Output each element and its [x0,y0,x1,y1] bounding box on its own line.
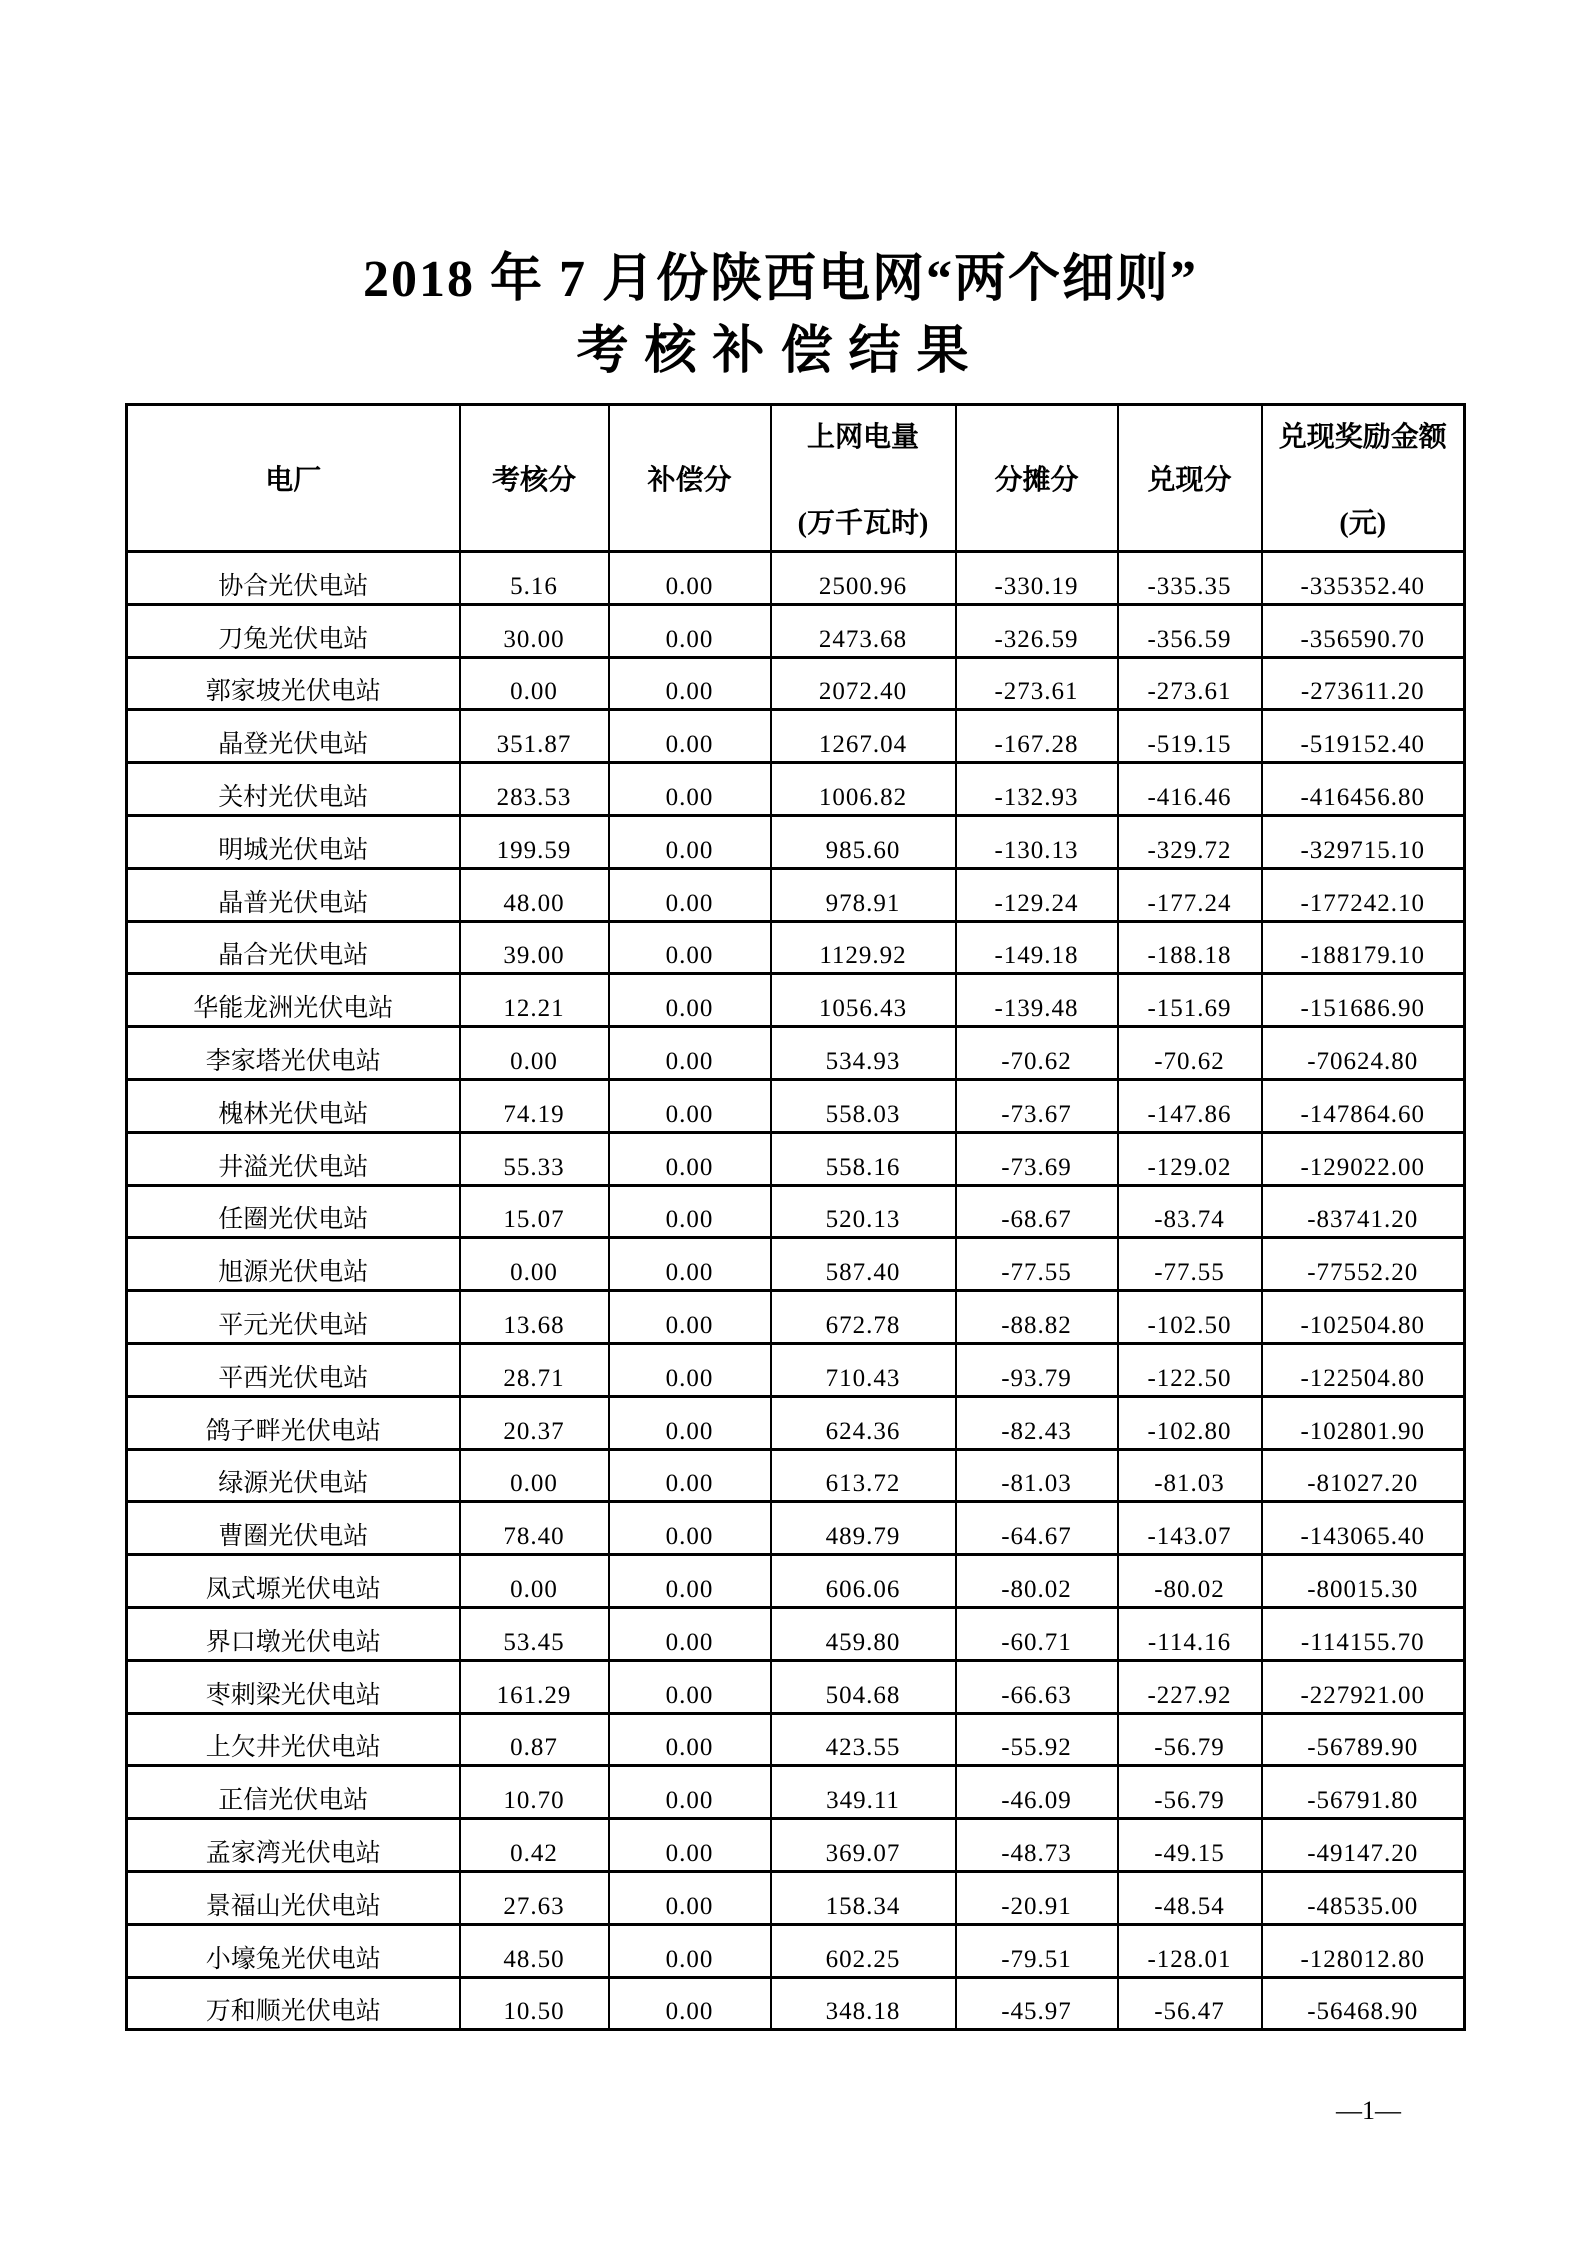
assessment-score-cell: 15.07 [460,1185,609,1238]
plant-name-cell: 绿源光伏电站 [127,1449,460,1502]
plant-name-cell: 景福山光伏电站 [127,1871,460,1924]
realized-score-cell: -102.50 [1118,1291,1262,1344]
apportion-score-cell: -45.97 [956,1977,1118,2030]
compensation-score-cell: 0.00 [609,921,771,974]
compensation-score-cell: 0.00 [609,1291,771,1344]
results-table [125,403,1466,2031]
plant-name-cell: 界口墩光伏电站 [127,1607,460,1660]
assessment-score-cell: 5.16 [460,552,609,605]
compensation-score-cell: 0.00 [609,1343,771,1396]
table-row [127,868,1465,921]
realized-score-cell: -77.55 [1118,1238,1262,1291]
table-row [127,815,1465,868]
grid-energy-cell: 2500.96 [771,552,956,605]
column-header-label: 考核分 [491,465,576,496]
plant-name-cell: 关村光伏电站 [127,763,460,816]
table-row [127,1555,1465,1608]
compensation-score-cell: 0.00 [609,1185,771,1238]
plant-name-cell: 李家塔光伏电站 [127,1027,460,1080]
grid-energy-cell: 349.11 [771,1766,956,1819]
compensation-score-cell: 0.00 [609,1555,771,1608]
assessment-score-cell: 351.87 [460,710,609,763]
page-number: —1— [1336,2096,1401,2125]
plant-name-cell: 槐林光伏电站 [127,1079,460,1132]
reward-amount-cell: -49147.20 [1262,1819,1465,1872]
table-row [127,1396,1465,1449]
reward-amount-cell: -147864.60 [1262,1079,1465,1132]
apportion-score-cell: -68.67 [956,1185,1118,1238]
column-header-reward-amount [1262,405,1465,552]
table-row [127,974,1465,1027]
grid-energy-cell: 504.68 [771,1660,956,1713]
grid-energy-cell: 672.78 [771,1291,956,1344]
apportion-score-cell: -88.82 [956,1291,1118,1344]
compensation-score-cell: 0.00 [609,1502,771,1555]
apportion-score-cell: -326.59 [956,604,1118,657]
assessment-score-cell: 48.00 [460,868,609,921]
column-header-label: 分摊分 [994,465,1079,496]
grid-energy-cell: 158.34 [771,1871,956,1924]
grid-energy-cell: 348.18 [771,1977,956,2030]
apportion-score-cell: -20.91 [956,1871,1118,1924]
column-header-compensation-score [609,405,771,552]
column-header-sublabel: (元) [1339,508,1387,539]
reward-amount-cell: -143065.40 [1262,1502,1465,1555]
reward-amount-cell: -56468.90 [1262,1977,1465,2030]
apportion-score-cell: -73.69 [956,1132,1118,1185]
table-row [127,1766,1465,1819]
plant-name-cell: 晶登光伏电站 [127,710,460,763]
table-row [127,710,1465,763]
realized-score-cell: -356.59 [1118,604,1262,657]
plant-name-cell: 正信光伏电站 [127,1766,460,1819]
realized-score-cell: -147.86 [1118,1079,1262,1132]
grid-energy-cell: 1129.92 [771,921,956,974]
realized-score-cell: -143.07 [1118,1502,1262,1555]
column-header-grid-energy [771,405,956,552]
column-header-label: 上网电量 [806,422,919,453]
compensation-score-cell: 0.00 [609,1713,771,1766]
reward-amount-cell: -128012.80 [1262,1924,1465,1977]
realized-score-cell: -102.80 [1118,1396,1262,1449]
column-header-assessment-score [460,405,609,552]
grid-energy-cell: 624.36 [771,1396,956,1449]
column-header-label: 补偿分 [647,465,732,496]
reward-amount-cell: -227921.00 [1262,1660,1465,1713]
table-row [127,1079,1465,1132]
table-row [127,1343,1465,1396]
assessment-score-cell: 48.50 [460,1924,609,1977]
reward-amount-cell: -329715.10 [1262,815,1465,868]
assessment-score-cell: 0.00 [460,1449,609,1502]
grid-energy-cell: 423.55 [771,1713,956,1766]
reward-amount-cell: -273611.20 [1262,657,1465,710]
results-table-container [125,403,1466,2031]
realized-score-cell: -519.15 [1118,710,1262,763]
apportion-score-cell: -129.24 [956,868,1118,921]
table-row [127,1819,1465,1872]
apportion-score-cell: -55.92 [956,1713,1118,1766]
table-row [127,1502,1465,1555]
reward-amount-cell: -102801.90 [1262,1396,1465,1449]
grid-energy-cell: 520.13 [771,1185,956,1238]
grid-energy-cell: 558.16 [771,1132,956,1185]
apportion-score-cell: -139.48 [956,974,1118,1027]
grid-energy-cell: 613.72 [771,1449,956,1502]
table-row [127,1977,1465,2030]
table-row [127,604,1465,657]
plant-name-cell: 井溢光伏电站 [127,1132,460,1185]
assessment-score-cell: 53.45 [460,1607,609,1660]
realized-score-cell: -177.24 [1118,868,1262,921]
apportion-score-cell: -80.02 [956,1555,1118,1608]
assessment-score-cell: 39.00 [460,921,609,974]
plant-name-cell: 晶普光伏电站 [127,868,460,921]
table-row [127,1924,1465,1977]
column-header-apportion-score [956,405,1118,552]
grid-energy-cell: 2072.40 [771,657,956,710]
plant-name-cell: 平元光伏电站 [127,1291,460,1344]
compensation-score-cell: 0.00 [609,1607,771,1660]
table-row [127,1660,1465,1713]
grid-energy-cell: 2473.68 [771,604,956,657]
realized-score-cell: -151.69 [1118,974,1262,1027]
reward-amount-cell: -80015.30 [1262,1555,1465,1608]
table-row [127,763,1465,816]
grid-energy-cell: 602.25 [771,1924,956,1977]
table-row [127,657,1465,710]
assessment-score-cell: 0.87 [460,1713,609,1766]
assessment-score-cell: 0.00 [460,657,609,710]
column-header-label: 兑现奖励金额 [1278,422,1447,453]
column-header-plant [127,405,460,552]
grid-energy-cell: 978.91 [771,868,956,921]
realized-score-cell: -56.47 [1118,1977,1262,2030]
apportion-score-cell: -70.62 [956,1027,1118,1080]
assessment-score-cell: 0.00 [460,1238,609,1291]
grid-energy-cell: 985.60 [771,815,956,868]
reward-amount-cell: -77552.20 [1262,1238,1465,1291]
column-header-label: 兑现分 [1147,465,1232,496]
table-row [127,1871,1465,1924]
apportion-score-cell: -73.67 [956,1079,1118,1132]
assessment-score-cell: 20.37 [460,1396,609,1449]
apportion-score-cell: -93.79 [956,1343,1118,1396]
grid-energy-cell: 534.93 [771,1027,956,1080]
reward-amount-cell: -48535.00 [1262,1871,1465,1924]
realized-score-cell: -273.61 [1118,657,1262,710]
plant-name-cell: 万和顺光伏电站 [127,1977,460,2030]
realized-score-cell: -81.03 [1118,1449,1262,1502]
assessment-score-cell: 0.42 [460,1819,609,1872]
compensation-score-cell: 0.00 [609,552,771,605]
compensation-score-cell: 0.00 [609,815,771,868]
apportion-score-cell: -132.93 [956,763,1118,816]
table-row [127,1238,1465,1291]
plant-name-cell: 郭家坡光伏电站 [127,657,460,710]
grid-energy-cell: 558.03 [771,1079,956,1132]
realized-score-cell: -114.16 [1118,1607,1262,1660]
reward-amount-cell: -81027.20 [1262,1449,1465,1502]
reward-amount-cell: -188179.10 [1262,921,1465,974]
document-title-line1: 2018 年 7 月份陕西电网“两个细则” [362,251,1198,308]
realized-score-cell: -329.72 [1118,815,1262,868]
realized-score-cell: -188.18 [1118,921,1262,974]
reward-amount-cell: -56789.90 [1262,1713,1465,1766]
plant-name-cell: 凤式塬光伏电站 [127,1555,460,1608]
plant-name-cell: 小壕兔光伏电站 [127,1924,460,1977]
compensation-score-cell: 0.00 [609,763,771,816]
compensation-score-cell: 0.00 [609,1449,771,1502]
realized-score-cell: -56.79 [1118,1766,1262,1819]
assessment-score-cell: 27.63 [460,1871,609,1924]
apportion-score-cell: -46.09 [956,1766,1118,1819]
assessment-score-cell: 12.21 [460,974,609,1027]
grid-energy-cell: 587.40 [771,1238,956,1291]
reward-amount-cell: -102504.80 [1262,1291,1465,1344]
grid-energy-cell: 1056.43 [771,974,956,1027]
realized-score-cell: -227.92 [1118,1660,1262,1713]
plant-name-cell: 枣刺梁光伏电站 [127,1660,460,1713]
apportion-score-cell: -79.51 [956,1924,1118,1977]
compensation-score-cell: 0.00 [609,974,771,1027]
document-title [0,250,1561,381]
compensation-score-cell: 0.00 [609,1766,771,1819]
assessment-score-cell: 283.53 [460,763,609,816]
assessment-score-cell: 10.50 [460,1977,609,2030]
table-header [127,405,1465,552]
reward-amount-cell: -114155.70 [1262,1607,1465,1660]
grid-energy-cell: 710.43 [771,1343,956,1396]
apportion-score-cell: -330.19 [956,552,1118,605]
apportion-score-cell: -64.67 [956,1502,1118,1555]
grid-energy-cell: 1006.82 [771,763,956,816]
table-row [127,921,1465,974]
reward-amount-cell: -519152.40 [1262,710,1465,763]
grid-energy-cell: 1267.04 [771,710,956,763]
reward-amount-cell: -56791.80 [1262,1766,1465,1819]
assessment-score-cell: 13.68 [460,1291,609,1344]
reward-amount-cell: -151686.90 [1262,974,1465,1027]
apportion-score-cell: -167.28 [956,710,1118,763]
plant-name-cell: 上欠井光伏电站 [127,1713,460,1766]
compensation-score-cell: 0.00 [609,1977,771,2030]
realized-score-cell: -80.02 [1118,1555,1262,1608]
plant-name-cell: 旭源光伏电站 [127,1238,460,1291]
reward-amount-cell: -416456.80 [1262,763,1465,816]
column-header-sublabel: (万千瓦时) [797,508,929,539]
realized-score-cell: -49.15 [1118,1819,1262,1872]
realized-score-cell: -56.79 [1118,1713,1262,1766]
compensation-score-cell: 0.00 [609,1819,771,1872]
assessment-score-cell: 0.00 [460,1555,609,1608]
realized-score-cell: -128.01 [1118,1924,1262,1977]
reward-amount-cell: -356590.70 [1262,604,1465,657]
document-title-line2: 考核补偿结果 [576,323,985,380]
assessment-score-cell: 55.33 [460,1132,609,1185]
assessment-score-cell: 28.71 [460,1343,609,1396]
reward-amount-cell: -83741.20 [1262,1185,1465,1238]
plant-name-cell: 鸽子畔光伏电站 [127,1396,460,1449]
plant-name-cell: 华能龙洲光伏电站 [127,974,460,1027]
reward-amount-cell: -335352.40 [1262,552,1465,605]
plant-name-cell: 曹圈光伏电站 [127,1502,460,1555]
compensation-score-cell: 0.00 [609,1871,771,1924]
compensation-score-cell: 0.00 [609,868,771,921]
realized-score-cell: -83.74 [1118,1185,1262,1238]
realized-score-cell: -48.54 [1118,1871,1262,1924]
compensation-score-cell: 0.00 [609,710,771,763]
assessment-score-cell: 30.00 [460,604,609,657]
plant-name-cell: 平西光伏电站 [127,1343,460,1396]
table-row [127,1449,1465,1502]
compensation-score-cell: 0.00 [609,1132,771,1185]
plant-name-cell: 明城光伏电站 [127,815,460,868]
assessment-score-cell: 0.00 [460,1027,609,1080]
assessment-score-cell: 78.40 [460,1502,609,1555]
compensation-score-cell: 0.00 [609,1079,771,1132]
column-header-label: 电厂 [265,465,322,496]
column-header-realized-score [1118,405,1262,552]
realized-score-cell: -70.62 [1118,1027,1262,1080]
plant-name-cell: 协合光伏电站 [127,552,460,605]
assessment-score-cell: 199.59 [460,815,609,868]
grid-energy-cell: 489.79 [771,1502,956,1555]
plant-name-cell: 任圈光伏电站 [127,1185,460,1238]
compensation-score-cell: 0.00 [609,604,771,657]
apportion-score-cell: -81.03 [956,1449,1118,1502]
assessment-score-cell: 10.70 [460,1766,609,1819]
realized-score-cell: -416.46 [1118,763,1262,816]
compensation-score-cell: 0.00 [609,1924,771,1977]
compensation-score-cell: 0.00 [609,1027,771,1080]
compensation-score-cell: 0.00 [609,1660,771,1713]
apportion-score-cell: -130.13 [956,815,1118,868]
apportion-score-cell: -48.73 [956,1819,1118,1872]
compensation-score-cell: 0.00 [609,657,771,710]
table-row [127,1185,1465,1238]
reward-amount-cell: -122504.80 [1262,1343,1465,1396]
plant-name-cell: 刀兔光伏电站 [127,604,460,657]
compensation-score-cell: 0.00 [609,1238,771,1291]
reward-amount-cell: -129022.00 [1262,1132,1465,1185]
apportion-score-cell: -66.63 [956,1660,1118,1713]
assessment-score-cell: 161.29 [460,1660,609,1713]
grid-energy-cell: 606.06 [771,1555,956,1608]
plant-name-cell: 晶合光伏电站 [127,921,460,974]
grid-energy-cell: 369.07 [771,1819,956,1872]
apportion-score-cell: -82.43 [956,1396,1118,1449]
realized-score-cell: -335.35 [1118,552,1262,605]
table-row [127,552,1465,605]
table-row [127,1607,1465,1660]
table-row [127,1713,1465,1766]
table-row [127,1132,1465,1185]
realized-score-cell: -129.02 [1118,1132,1262,1185]
assessment-score-cell: 74.19 [460,1079,609,1132]
apportion-score-cell: -149.18 [956,921,1118,974]
table-row [127,1291,1465,1344]
apportion-score-cell: -77.55 [956,1238,1118,1291]
plant-name-cell: 孟家湾光伏电站 [127,1819,460,1872]
realized-score-cell: -122.50 [1118,1343,1262,1396]
reward-amount-cell: -177242.10 [1262,868,1465,921]
table-body [127,552,1465,2030]
reward-amount-cell: -70624.80 [1262,1027,1465,1080]
apportion-score-cell: -60.71 [956,1607,1118,1660]
apportion-score-cell: -273.61 [956,657,1118,710]
header-row [127,405,1465,552]
table-row [127,1027,1465,1080]
compensation-score-cell: 0.00 [609,1396,771,1449]
grid-energy-cell: 459.80 [771,1607,956,1660]
